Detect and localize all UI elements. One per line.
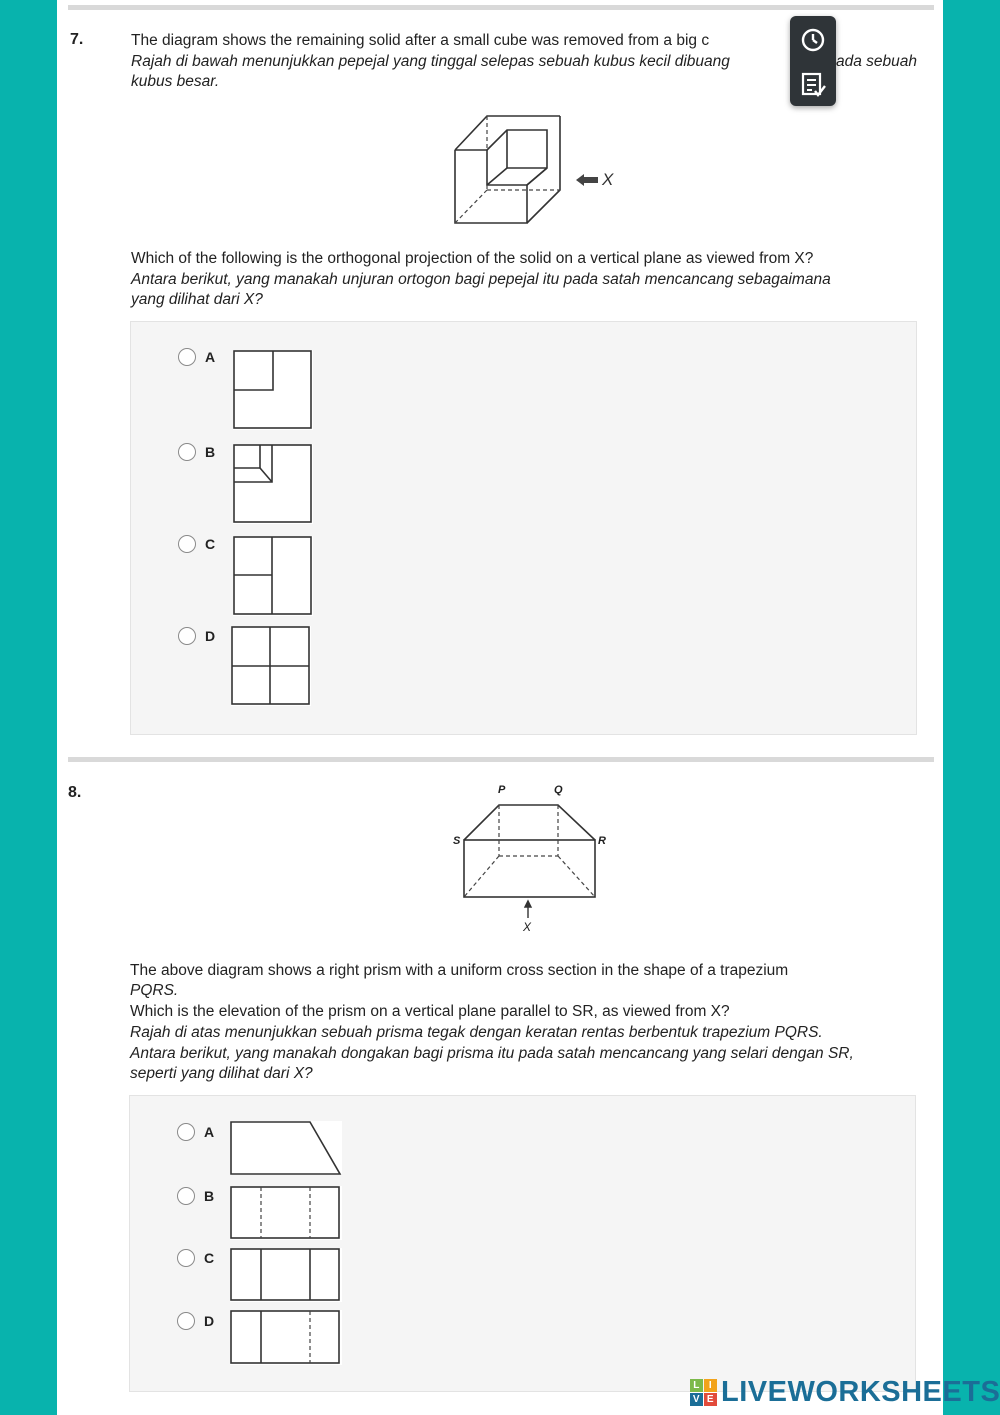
check-answers-button[interactable] <box>790 61 836 106</box>
radio-button[interactable] <box>178 443 196 461</box>
question-7-option-d-figure[interactable] <box>231 626 311 706</box>
question-7-option-c-figure[interactable] <box>233 536 313 616</box>
vertex-label-s: S <box>453 835 461 847</box>
right-margin-bar <box>943 0 1000 1415</box>
question-8-option-d-figure[interactable] <box>230 1310 342 1365</box>
top-divider <box>68 5 934 10</box>
question-7-text-ms-line2: kubus besar. <box>131 73 220 90</box>
question-7-text-en: The diagram shows the remaining solid after a small cube was removed from a big c <box>131 32 710 49</box>
question-7-option-a[interactable] <box>178 348 215 366</box>
question-8-text-line1: The above diagram shows a right prism with a uniform cross section in the shape of a trapezium <box>130 962 789 979</box>
option-label: D <box>205 628 216 644</box>
radio-button[interactable] <box>177 1187 195 1205</box>
radio-button[interactable] <box>177 1249 195 1267</box>
timer-icon <box>798 24 828 54</box>
brand-grid-cell: E <box>704 1393 717 1406</box>
question-8-text-line5: Antara berikut, yang manakah dongakan bagi prisma itu pada satah mencancang yang selari dengan SR, <box>130 1045 854 1062</box>
question-7-option-b-figure[interactable] <box>233 444 313 524</box>
brand-text: LIVEWORKSHEETS <box>721 1375 1000 1408</box>
liveworksheets-logo <box>690 1374 1000 1410</box>
floating-toolbar <box>790 16 836 106</box>
view-direction-label: X <box>523 920 532 934</box>
vertex-label-p: P <box>498 784 506 796</box>
question-7-prompt-ms-line2: yang dilihat dari X? <box>131 291 263 308</box>
question-8-number: 8. <box>68 784 82 801</box>
question-8-figure <box>448 780 618 940</box>
option-label: B <box>204 1188 215 1204</box>
left-margin-bar <box>0 0 57 1415</box>
check-list-icon <box>798 69 828 99</box>
radio-button[interactable] <box>177 1312 195 1330</box>
question-8-text-line3: Which is the elevation of the prism on a vertical plane parallel to SR, as viewed from X? <box>130 1003 730 1020</box>
question-8-option-b-figure[interactable] <box>230 1186 342 1240</box>
option-label: A <box>205 349 216 365</box>
vertex-label-r: R <box>598 835 606 847</box>
question-7-prompt-ms: Antara berikut, yang manakah unjuran ortogon bagi pepejal itu pada satah mencancang sebagaimana <box>131 271 831 288</box>
question-8-text-line4: Rajah di atas menunjukkan sebuah prisma tegak dengan keratan rentas berbentuk trapezium PQRS. <box>130 1024 823 1041</box>
radio-button[interactable] <box>178 348 196 366</box>
question-8-text-line6: seperti yang dilihat dari X? <box>130 1065 313 1082</box>
radio-button[interactable] <box>178 535 196 553</box>
question-8-option-c[interactable] <box>177 1249 214 1267</box>
view-direction-x <box>576 170 613 190</box>
question-divider <box>68 757 934 762</box>
brand-grid-cell: L <box>690 1379 703 1392</box>
option-label: C <box>204 1250 215 1266</box>
question-7-option-b[interactable] <box>178 443 215 461</box>
timer-button[interactable] <box>790 16 836 61</box>
question-7-text-ms: Rajah di bawah menunjukkan pepejal yang tinggal selepas sebuah kubus kecil dibuang <box>131 53 730 70</box>
question-7-number: 7. <box>70 31 84 48</box>
question-7-option-d[interactable] <box>178 627 215 645</box>
radio-button[interactable] <box>177 1123 195 1141</box>
vertex-label-q: Q <box>554 784 563 796</box>
question-7-option-c[interactable] <box>178 535 215 553</box>
question-7-option-a-figure[interactable] <box>233 350 313 430</box>
option-label: C <box>205 536 216 552</box>
question-8-option-c-figure[interactable] <box>230 1248 342 1302</box>
question-8-option-a[interactable] <box>177 1123 214 1141</box>
radio-button[interactable] <box>178 627 196 645</box>
question-8-option-b[interactable] <box>177 1187 214 1205</box>
arrow-left-icon <box>576 174 598 186</box>
question-8-option-d[interactable] <box>177 1312 214 1330</box>
brand-grid-cell: V <box>690 1393 703 1406</box>
question-7-text-ms-tail: ada sebuah <box>836 53 918 70</box>
question-8-text-line2: PQRS. <box>130 982 179 999</box>
option-label: D <box>204 1313 215 1329</box>
option-label: B <box>205 444 216 460</box>
question-8-option-a-figure[interactable] <box>230 1121 342 1175</box>
brand-grid-cell: I <box>704 1379 717 1392</box>
question-7-prompt-en: Which of the following is the orthogonal projection of the solid on a vertical plane as viewed from X? <box>131 250 814 267</box>
view-direction-label: X <box>602 170 614 189</box>
option-label: A <box>204 1124 215 1140</box>
brand-grid-icon <box>690 1379 717 1406</box>
